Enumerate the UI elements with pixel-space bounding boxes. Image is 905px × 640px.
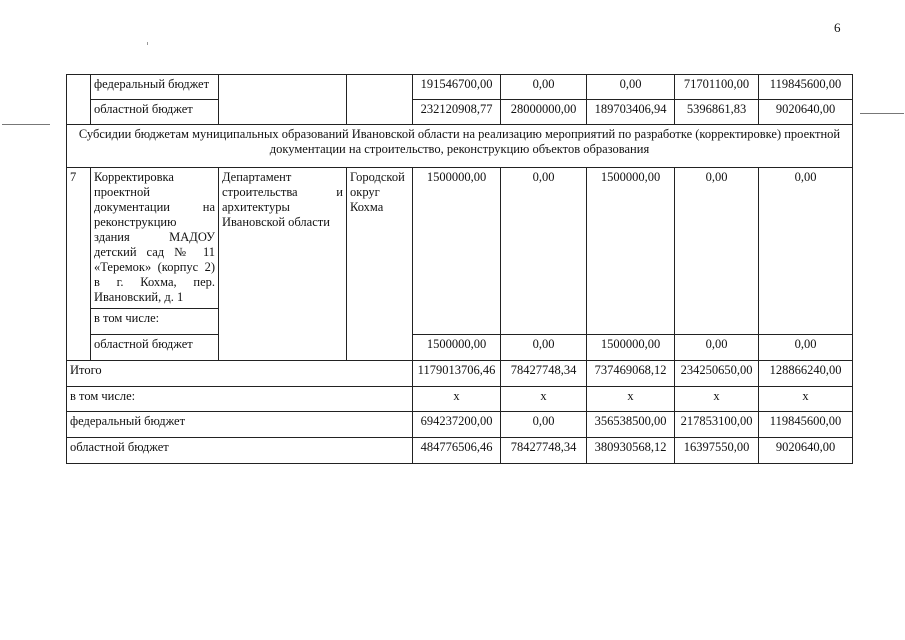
table-row <box>67 335 853 361</box>
table-row <box>67 168 853 309</box>
empty-cell <box>67 75 91 125</box>
item-number: 7 <box>67 168 91 361</box>
value-cell: х <box>501 387 587 412</box>
row-label: в том числе: <box>91 309 219 335</box>
table-row <box>67 361 853 387</box>
value-cell: х <box>759 387 853 412</box>
budget-table <box>66 74 853 464</box>
value-cell: 1500000,00 <box>587 168 675 335</box>
value-cell: 5396861,83 <box>675 100 759 125</box>
value-cell: 234250650,00 <box>675 361 759 387</box>
row-label: областной бюджет <box>67 438 413 464</box>
total-label: Итого <box>67 361 413 387</box>
table-row <box>67 75 853 100</box>
empty-cell <box>219 75 347 125</box>
value-cell: х <box>675 387 759 412</box>
table-row <box>67 438 853 464</box>
value-cell: 0,00 <box>675 335 759 361</box>
page-number: 6 <box>834 20 841 35</box>
value-cell: 9020640,00 <box>759 438 853 464</box>
value-cell: 28000000,00 <box>501 100 587 125</box>
value-cell: 78427748,34 <box>501 438 587 464</box>
row-label: федеральный бюджет <box>67 412 413 438</box>
value-cell: 232120908,77 <box>413 100 501 125</box>
value-cell: 0,00 <box>501 75 587 100</box>
table-row <box>67 100 853 125</box>
empty-cell <box>347 75 413 125</box>
scan-dot <box>147 42 148 45</box>
item-department: Департамент строительства и архитектуры Ивановской области <box>219 168 347 361</box>
value-cell: 0,00 <box>501 168 587 335</box>
table-row <box>67 387 853 412</box>
value-cell: 0,00 <box>759 168 853 335</box>
value-cell: 0,00 <box>675 168 759 335</box>
value-cell: 16397550,00 <box>675 438 759 464</box>
value-cell: 191546700,00 <box>413 75 501 100</box>
left-margin-mark <box>2 124 50 125</box>
value-cell: 0,00 <box>501 412 587 438</box>
value-cell: 78427748,34 <box>501 361 587 387</box>
item-description: Корректировка проектной документации на реконструкцию здания МАДОУ детский сад № 11 «Теремок» (корпус 2) в г. Кохма, пер. Ивановский, д. 1 <box>91 168 219 309</box>
value-cell: 189703406,94 <box>587 100 675 125</box>
value-cell: 119845600,00 <box>759 75 853 100</box>
row-label: федеральный бюджет <box>91 75 219 100</box>
right-margin-mark <box>860 113 904 114</box>
row-label: в том числе: <box>67 387 413 412</box>
value-cell: х <box>413 387 501 412</box>
value-cell: 217853100,00 <box>675 412 759 438</box>
value-cell: 0,00 <box>501 335 587 361</box>
table-row <box>67 125 853 168</box>
value-cell: 1500000,00 <box>587 335 675 361</box>
item-recipient: Городской округ Кохма <box>347 168 413 361</box>
value-cell: 694237200,00 <box>413 412 501 438</box>
value-cell: 1500000,00 <box>413 168 501 335</box>
value-cell: 484776506,46 <box>413 438 501 464</box>
value-cell: 380930568,12 <box>587 438 675 464</box>
value-cell: 128866240,00 <box>759 361 853 387</box>
row-label: областной бюджет <box>91 100 219 125</box>
row-label: областной бюджет <box>91 335 219 361</box>
value-cell: 1179013706,46 <box>413 361 501 387</box>
value-cell: 1500000,00 <box>413 335 501 361</box>
value-cell: 0,00 <box>759 335 853 361</box>
value-cell: х <box>587 387 675 412</box>
value-cell: 9020640,00 <box>759 100 853 125</box>
value-cell: 0,00 <box>587 75 675 100</box>
value-cell: 356538500,00 <box>587 412 675 438</box>
value-cell: 71701100,00 <box>675 75 759 100</box>
value-cell: 737469068,12 <box>587 361 675 387</box>
subsidy-heading: Субсидии бюджетам муниципальных образований Ивановской области на реализацию мероприятий по разработке (корректировке) проектной документации на строительство, реконструкцию объектов образования <box>67 125 853 168</box>
value-cell: 119845600,00 <box>759 412 853 438</box>
table-row <box>67 412 853 438</box>
